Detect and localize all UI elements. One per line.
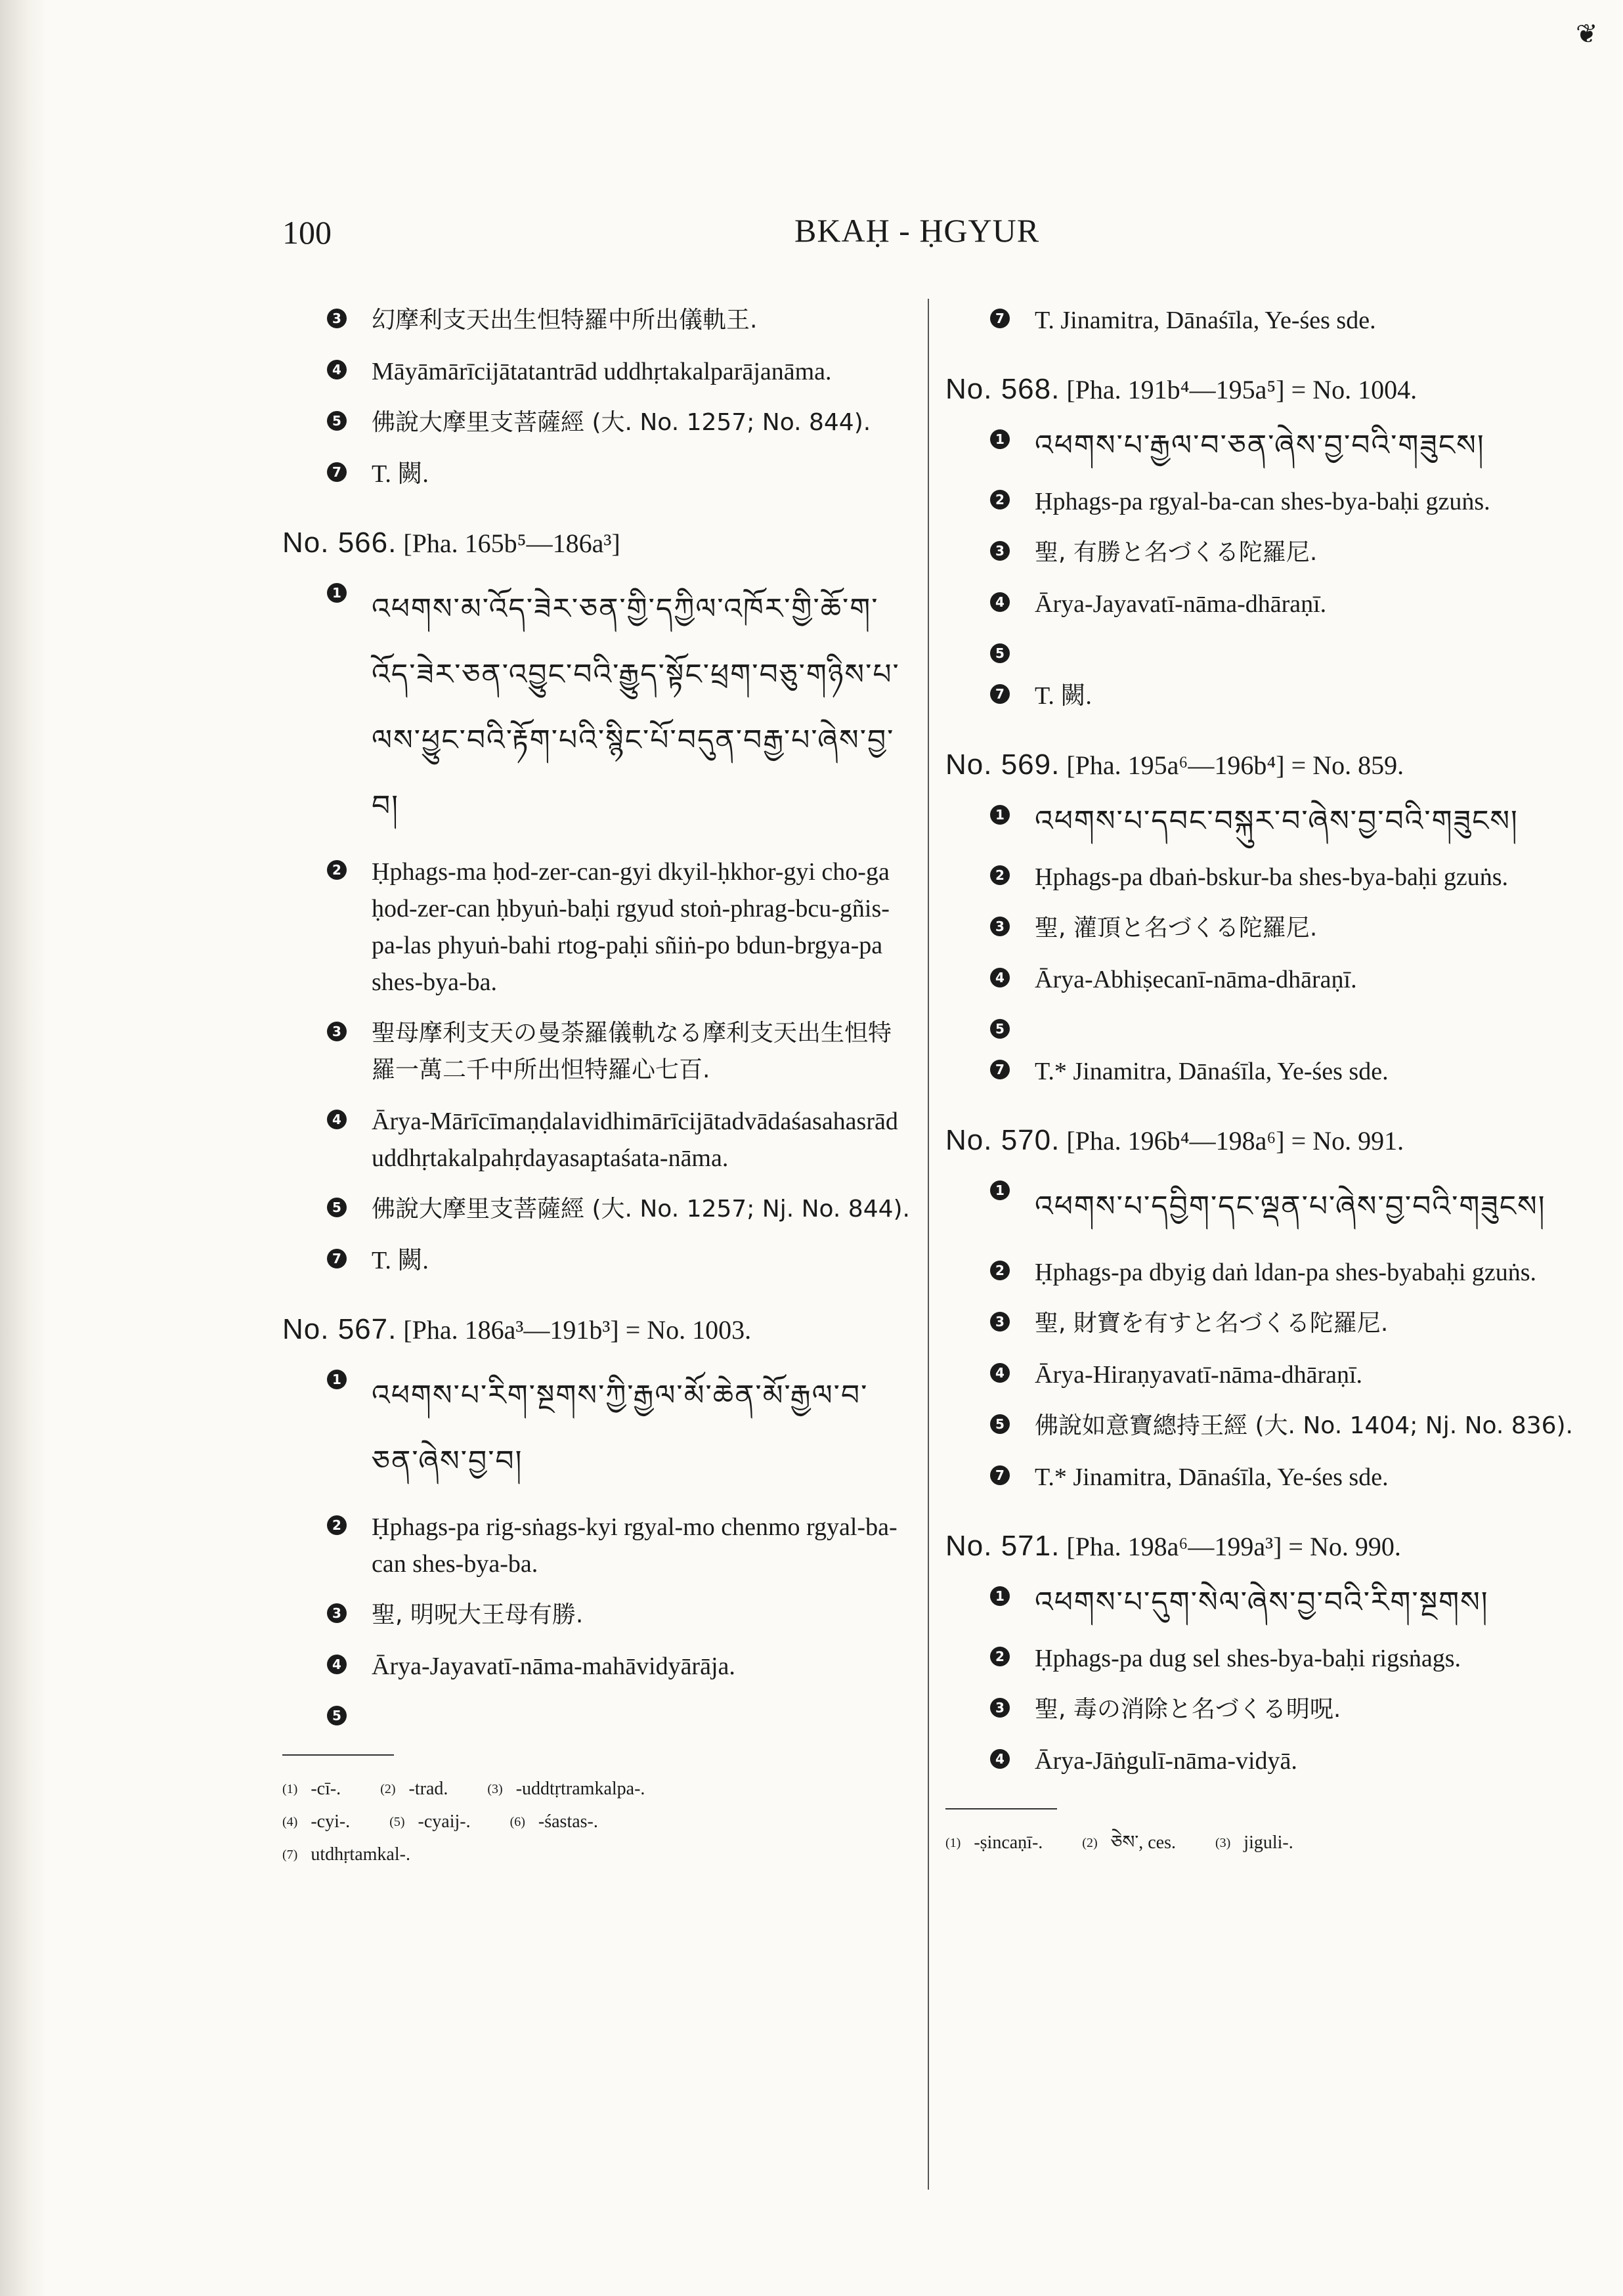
catalog-field — [945, 1640, 1589, 1677]
entry-reference: [Pha. 196b⁴—198a⁶] = No. 991. — [1066, 1126, 1404, 1156]
footnote-text: -cyaij-. — [418, 1811, 471, 1832]
field-number-icon: 7 — [990, 1060, 1010, 1079]
field-text: Ḥphags-pa dbyig daṅ ldan-pa shes-byabaḥi gzuṅs. — [1035, 1259, 1537, 1286]
field-number-icon: 5 — [327, 1706, 347, 1725]
field-number-icon: 4 — [990, 1749, 1010, 1769]
field-number-icon: 4 — [327, 360, 347, 379]
footnote — [1082, 1827, 1176, 1859]
field-number-icon: 5 — [327, 1198, 347, 1217]
catalog-field — [945, 1580, 1589, 1626]
field-text: Ḥphags-ma ḥod-zer-can-gyi dkyil-ḥkhor-gyi cho-ga ḥod-zer-can ḥbyuṅ-baḥi rgyud stoṅ-phrag-bcu-gñis-pa-las phyuṅ-bahi rtog-paḥi sñiṅ-po bdun-brgya-pa shes-bya-ba. — [372, 858, 890, 996]
field-number-icon: 3 — [990, 917, 1010, 936]
entry-heading-569 — [945, 748, 1589, 781]
footnote-rule — [945, 1808, 1057, 1809]
entry-number: No. 569. — [945, 748, 1060, 781]
field-text: 聖, 財寶を有すと名づくる陀羅尼. — [1035, 1310, 1389, 1337]
catalog-field — [945, 534, 1589, 571]
field-text: T.* Jinamitra, Dānaśīla, Ye-śes sde. — [1035, 1463, 1389, 1491]
field-number-icon: 3 — [990, 1312, 1010, 1332]
footnote — [1215, 1827, 1293, 1859]
footnote-row — [282, 1838, 913, 1871]
catalog-field — [282, 404, 913, 441]
field-number-icon: 7 — [990, 1465, 1010, 1485]
footnote-row — [945, 1827, 1589, 1859]
footnote-rule — [282, 1754, 394, 1756]
field-number-icon: 2 — [990, 490, 1010, 509]
footnote-number: (5) — [389, 1815, 405, 1829]
catalog-field — [945, 302, 1589, 339]
field-number-icon: 2 — [990, 865, 1010, 885]
footnote-number: (4) — [282, 1815, 298, 1829]
footnote-number: (2) — [1082, 1836, 1098, 1850]
footnote-text: -uddtṛtramkalpa-. — [515, 1779, 645, 1799]
catalog-field — [945, 1254, 1589, 1291]
entry-heading-568 — [945, 373, 1589, 406]
footnote-text: jiguli-. — [1244, 1832, 1293, 1853]
field-text: འཕགས་པ་རིག་སྔགས་ཀྱི་རྒྱལ་མོ་ཆེན་མོ་རྒྱལ་བ་ཅན་ཞེས་བྱ་བ། — [372, 1379, 869, 1478]
field-number-icon: 1 — [990, 429, 1010, 449]
field-number-icon: 7 — [990, 309, 1010, 328]
continued-entries — [945, 302, 1589, 339]
entry-571-items — [945, 1580, 1589, 1779]
field-number-icon: 3 — [327, 1022, 347, 1041]
catalog-field — [945, 798, 1589, 844]
field-number-icon: 3 — [990, 541, 1010, 561]
catalog-field — [945, 1743, 1589, 1779]
catalog-field — [282, 854, 913, 1001]
footnote-text: -cī-. — [311, 1779, 341, 1799]
field-number-icon: 4 — [990, 1363, 1010, 1383]
field-text: 幻摩利支天出生怛特羅中所出儀軌王. — [372, 307, 758, 334]
entry-number: No. 568. — [945, 373, 1060, 405]
field-number-icon: 2 — [327, 1515, 347, 1535]
footnote — [389, 1806, 470, 1838]
entry-567-items — [282, 1363, 913, 1725]
catalog-field — [282, 1509, 913, 1582]
field-text: Māyāmārīcijātatantrād uddhṛtakalparājanāma. — [372, 358, 832, 385]
footnote-text: utdhṛtamkal-. — [311, 1844, 410, 1865]
catalog-field — [945, 1053, 1589, 1090]
catalog-field — [282, 353, 913, 390]
catalog-field — [945, 1356, 1589, 1393]
field-text: Ārya-Hiraṇyavatī-nāma-dhāraṇī. — [1035, 1361, 1363, 1389]
field-text: Ḥphags-pa rgyal-ba-can shes-bya-baḥi gzuṅs. — [1035, 488, 1490, 515]
entry-number: No. 566. — [282, 527, 397, 559]
field-number-icon: 5 — [327, 411, 347, 431]
catalog-field — [282, 1363, 913, 1494]
footnote — [282, 1838, 410, 1871]
field-number-icon: 2 — [990, 1647, 1010, 1666]
footnote — [282, 1773, 341, 1806]
footnote-number: (3) — [1215, 1836, 1231, 1850]
footnote-number: (3) — [487, 1782, 503, 1796]
field-number-icon: 1 — [990, 1586, 1010, 1606]
footnote — [945, 1827, 1043, 1859]
entry-reference: [Pha. 195a⁶—196b⁴] = No. 859. — [1066, 750, 1404, 780]
field-text: 聖, 明呪大王母有勝. — [372, 1601, 584, 1628]
corner-ornament: ❦ — [1576, 19, 1598, 49]
field-number-icon: 7 — [327, 462, 347, 482]
field-text: T.* Jinamitra, Dānaśīla, Ye-śes sde. — [1035, 1058, 1389, 1085]
entry-number: No. 570. — [945, 1124, 1060, 1156]
catalog-field — [282, 1648, 913, 1685]
field-text: T. 闕. — [372, 460, 429, 488]
field-number-icon: 3 — [990, 1698, 1010, 1718]
entry-heading-570 — [945, 1124, 1589, 1157]
catalog-field — [282, 1597, 913, 1634]
entry-reference: [Pha. 198a⁶—199a³] = No. 990. — [1066, 1532, 1401, 1561]
footnote — [380, 1773, 448, 1806]
catalog-field — [945, 961, 1589, 998]
entry-566-items — [282, 576, 913, 1279]
field-text: Ārya-Jayavatī-nāma-dhāraṇī. — [1035, 590, 1327, 618]
field-number-icon: 3 — [327, 1603, 347, 1623]
entry-number: No. 567. — [282, 1313, 397, 1345]
footnotes — [945, 1827, 1589, 1859]
field-text: འཕགས་པ་དབྱིག་དང་ལྡན་པ་ཞེས་བྱ་བའི་གཟུངས། — [1035, 1190, 1546, 1223]
catalog-field — [945, 483, 1589, 520]
entry-heading-571 — [945, 1530, 1589, 1563]
entry-heading-567 — [282, 1313, 913, 1346]
field-text: Ārya-Mārīcīmaṇḍalavidhimārīcijātadvādaśasahasrād uddhṛtakalpahṛdayasaptaśata-nāma. — [372, 1108, 898, 1172]
field-text: Ārya-Abhiṣecanī-nāma-dhāraṇī. — [1035, 966, 1357, 993]
field-text: འཕགས་པ་རྒྱལ་བ་ཅན་ཞེས་བྱ་བའི་གཟུངས། — [1035, 429, 1485, 462]
field-number-icon: 3 — [327, 309, 347, 328]
footnote-text: -trad. — [408, 1779, 448, 1799]
catalog-field — [945, 678, 1589, 714]
entry-reference: [Pha. 191b⁴—195a⁵] = No. 1004. — [1066, 375, 1417, 404]
field-text: 聖, 有勝と名づくる陀羅尼. — [1035, 539, 1318, 566]
footnote-number: (7) — [282, 1848, 298, 1862]
field-number-icon: 5 — [990, 643, 1010, 663]
field-number-icon: 4 — [327, 1110, 347, 1129]
catalog-field — [945, 859, 1589, 896]
catalog-field — [282, 1699, 913, 1725]
field-text: T. Jinamitra, Dānaśīla, Ye-śes sde. — [1035, 307, 1376, 334]
column-divider — [928, 299, 929, 2190]
catalog-field — [945, 1408, 1589, 1444]
field-text: 佛說大摩里支菩薩經 (大. No. 1257; No. 844). — [372, 409, 871, 436]
field-text: 佛說大摩里支菩薩經 (大. No. 1257; Nj. No. 844). — [372, 1196, 911, 1223]
footnote — [282, 1806, 350, 1838]
catalog-field — [282, 1015, 913, 1089]
field-text: T. 闕. — [372, 1247, 429, 1274]
catalog-field — [282, 456, 913, 492]
catalog-field — [282, 302, 913, 339]
footnote-number: (1) — [945, 1836, 961, 1850]
entry-heading-566 — [282, 527, 913, 559]
field-text: 聖, 灌頂と名づくる陀羅尼. — [1035, 915, 1318, 942]
entry-reference: [Pha. 186a³—191b³] = No. 1003. — [403, 1315, 752, 1345]
footnote-number: (1) — [282, 1782, 298, 1796]
running-head: BKAḤ - ḤGYUR — [794, 212, 1040, 249]
field-number-icon: 5 — [990, 1019, 1010, 1039]
field-number-icon: 7 — [327, 1249, 347, 1268]
field-text: 聖母摩利支天の曼荼羅儀軌なる摩利支天出生怛特羅一萬二千中所出怛特羅心七百. — [372, 1020, 892, 1083]
footnote-text: -ṣincaṇī-. — [974, 1832, 1043, 1853]
footnote — [487, 1773, 645, 1806]
catalog-field — [282, 1191, 913, 1228]
footnote-row — [282, 1773, 913, 1806]
field-number-icon: 4 — [327, 1655, 347, 1674]
catalog-field — [282, 1103, 913, 1177]
field-number-icon: 4 — [990, 592, 1010, 612]
field-text: Ārya-Jāṅgulī-nāma-vidyā. — [1035, 1747, 1297, 1775]
entry-568-items — [945, 423, 1589, 714]
catalog-field — [945, 637, 1589, 663]
field-number-icon: 5 — [990, 1414, 1010, 1434]
field-number-icon: 7 — [990, 684, 1010, 704]
page-number: 100 — [282, 214, 332, 251]
catalog-field — [945, 910, 1589, 947]
entry-570-items — [945, 1174, 1589, 1496]
footnotes — [282, 1773, 913, 1871]
catalog-field — [945, 1459, 1589, 1496]
page-edge — [0, 0, 46, 2296]
catalog-field — [282, 576, 913, 839]
field-number-icon: 1 — [327, 1370, 347, 1389]
footnote-text: -śastas-. — [538, 1811, 598, 1832]
field-number-icon: 1 — [327, 583, 347, 603]
catalog-field — [945, 1174, 1589, 1240]
field-number-icon: 4 — [990, 968, 1010, 987]
field-text: འཕགས་པ་དབང་བསྐུར་བ་ཞེས་བྱ་བའི་གཟུངས། — [1035, 804, 1519, 838]
catalog-field — [945, 586, 1589, 622]
continued-entries — [282, 302, 913, 492]
catalog-field — [282, 1242, 913, 1279]
footnote-text: -cyi-. — [311, 1811, 351, 1832]
footnote — [510, 1806, 598, 1838]
field-text: Ḥphags-pa dug sel shes-bya-baḥi rigsṅags. — [1035, 1645, 1461, 1672]
catalog-field — [945, 1305, 1589, 1342]
catalog-field — [945, 1691, 1589, 1728]
field-text: འཕགས་པ་དུག་སེལ་ཞེས་བྱ་བའི་རིག་སྔགས། — [1035, 1586, 1489, 1619]
field-text: འཕགས་མ་འོད་ཟེར་ཅན་གྱི་དཀྱིལ་འཁོར་གྱི་ཆོ་ག་འོད་ཟེར་ཅན་འབྱུང་བའི་རྒྱུད་སྟོང་ཕྲག་བཅུ་གཉིས་པ་ལས་ཕྱུང་བའི་རྟོག་པའི་སྙིང་པོ་བདུན་བརྒྱ་པ་ཞེས་བྱ་བ། — [372, 592, 900, 823]
footnote-number: (2) — [380, 1782, 396, 1796]
field-text: 聖, 毒の消除と名づくる明呪. — [1035, 1696, 1341, 1723]
entry-569-items — [945, 798, 1589, 1090]
field-text: Ḥphags-pa dbaṅ-bskur-ba shes-bya-baḥi gzuṅs. — [1035, 863, 1509, 891]
field-number-icon: 2 — [990, 1261, 1010, 1280]
field-number-icon: 1 — [990, 1180, 1010, 1200]
field-text: 佛說如意寶總持王經 (大. No. 1404; Nj. No. 836). — [1035, 1412, 1574, 1439]
footnote-row — [282, 1806, 913, 1838]
catalog-field — [945, 423, 1589, 469]
field-text: Ārya-Jayavatī-nāma-mahāvidyārāja. — [372, 1653, 735, 1680]
field-number-icon: 1 — [990, 805, 1010, 825]
field-text: Ḥphags-pa rig-sṅags-kyi rgyal-mo chenmo rgyal-ba-can shes-bya-ba. — [372, 1513, 898, 1578]
entry-reference: [Pha. 165b⁵—186a³] — [403, 529, 620, 558]
footnote-text: ཅེས་, ces. — [1110, 1832, 1176, 1853]
catalog-field — [945, 1012, 1589, 1039]
right-column — [945, 302, 1589, 1859]
field-number-icon: 2 — [327, 860, 347, 880]
left-column — [282, 302, 913, 1871]
footnote-number: (6) — [509, 1815, 525, 1829]
entry-number: No. 571. — [945, 1530, 1060, 1562]
field-text: T. 闕. — [1035, 682, 1092, 710]
